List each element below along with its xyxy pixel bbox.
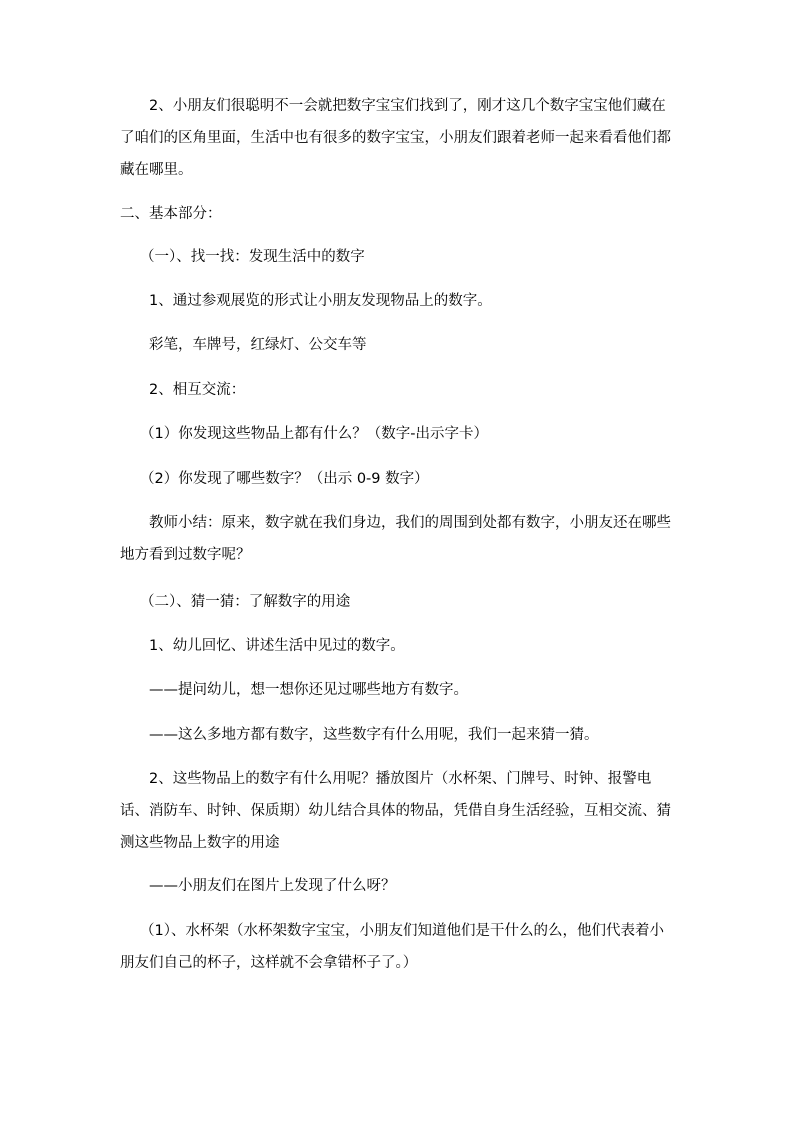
prompt-guess-together: ——这么多地方都有数字，这些数字有什么用呢，我们一起来猜一猜。: [149, 727, 599, 743]
paragraph-cup-rack: （1）、水杯架（水杯架数字宝宝，小朋友们知道他们是干什么的么，他们代表着小朋友们自己的杯子，这样就不会拿错杯子了。）: [120, 923, 664, 971]
subsection-heading-find: （一）、找一找：发现生活中的数字: [140, 249, 365, 265]
paragraph-images-usage: 2、这些物品上的数字有什么用呢？播放图片（水杯架、门牌号、时钟、报警电话、消防车、时钟、保质期）幼儿结合具体的物品，凭借自身生活经验，互相交流、猜测这些物品上数字的用途: [120, 771, 671, 851]
paragraph-intro-2: 2、小朋友们很聪明不一会就把数字宝宝们找到了，刚才这几个数字宝宝他们藏在了咱们的区角里面，生活中也有很多的数字宝宝，小朋友们跟着老师一起来看看他们都藏在哪里。: [120, 98, 671, 178]
section-heading-basic: 二、基本部分：: [120, 206, 222, 222]
subsection-heading-guess: （二）、猜一猜：了解数字的用途: [140, 594, 351, 610]
question-1: （1）你发现这些物品上都有什么？（数字-出示字卡）: [140, 426, 488, 442]
prompt-children: ——提问幼儿，想一想你还见过哪些地方有数字。: [149, 682, 468, 698]
paragraph-visit-exhibit: 1、通过参观展览的形式让小朋友发现物品上的数字。: [149, 293, 492, 309]
paragraph-exchange: 2、相互交流：: [149, 382, 246, 398]
paragraph-items-list: 彩笔，车牌号，红绿灯、公交车等: [149, 337, 367, 353]
prompt-discovery: ——小朋友们在图片上发现了什么呀？: [149, 878, 396, 894]
paragraph-recall: 1、幼儿回忆、讲述生活中见过的数字。: [149, 638, 405, 654]
teacher-summary: 教师小结：原来，数字就在我们身边，我们的周围到处都有数字，小朋友还在哪些地方看到过数字呢？: [120, 515, 671, 563]
question-2: （2）你发现了哪些数字？（出示 0-9 数字）: [140, 471, 429, 487]
